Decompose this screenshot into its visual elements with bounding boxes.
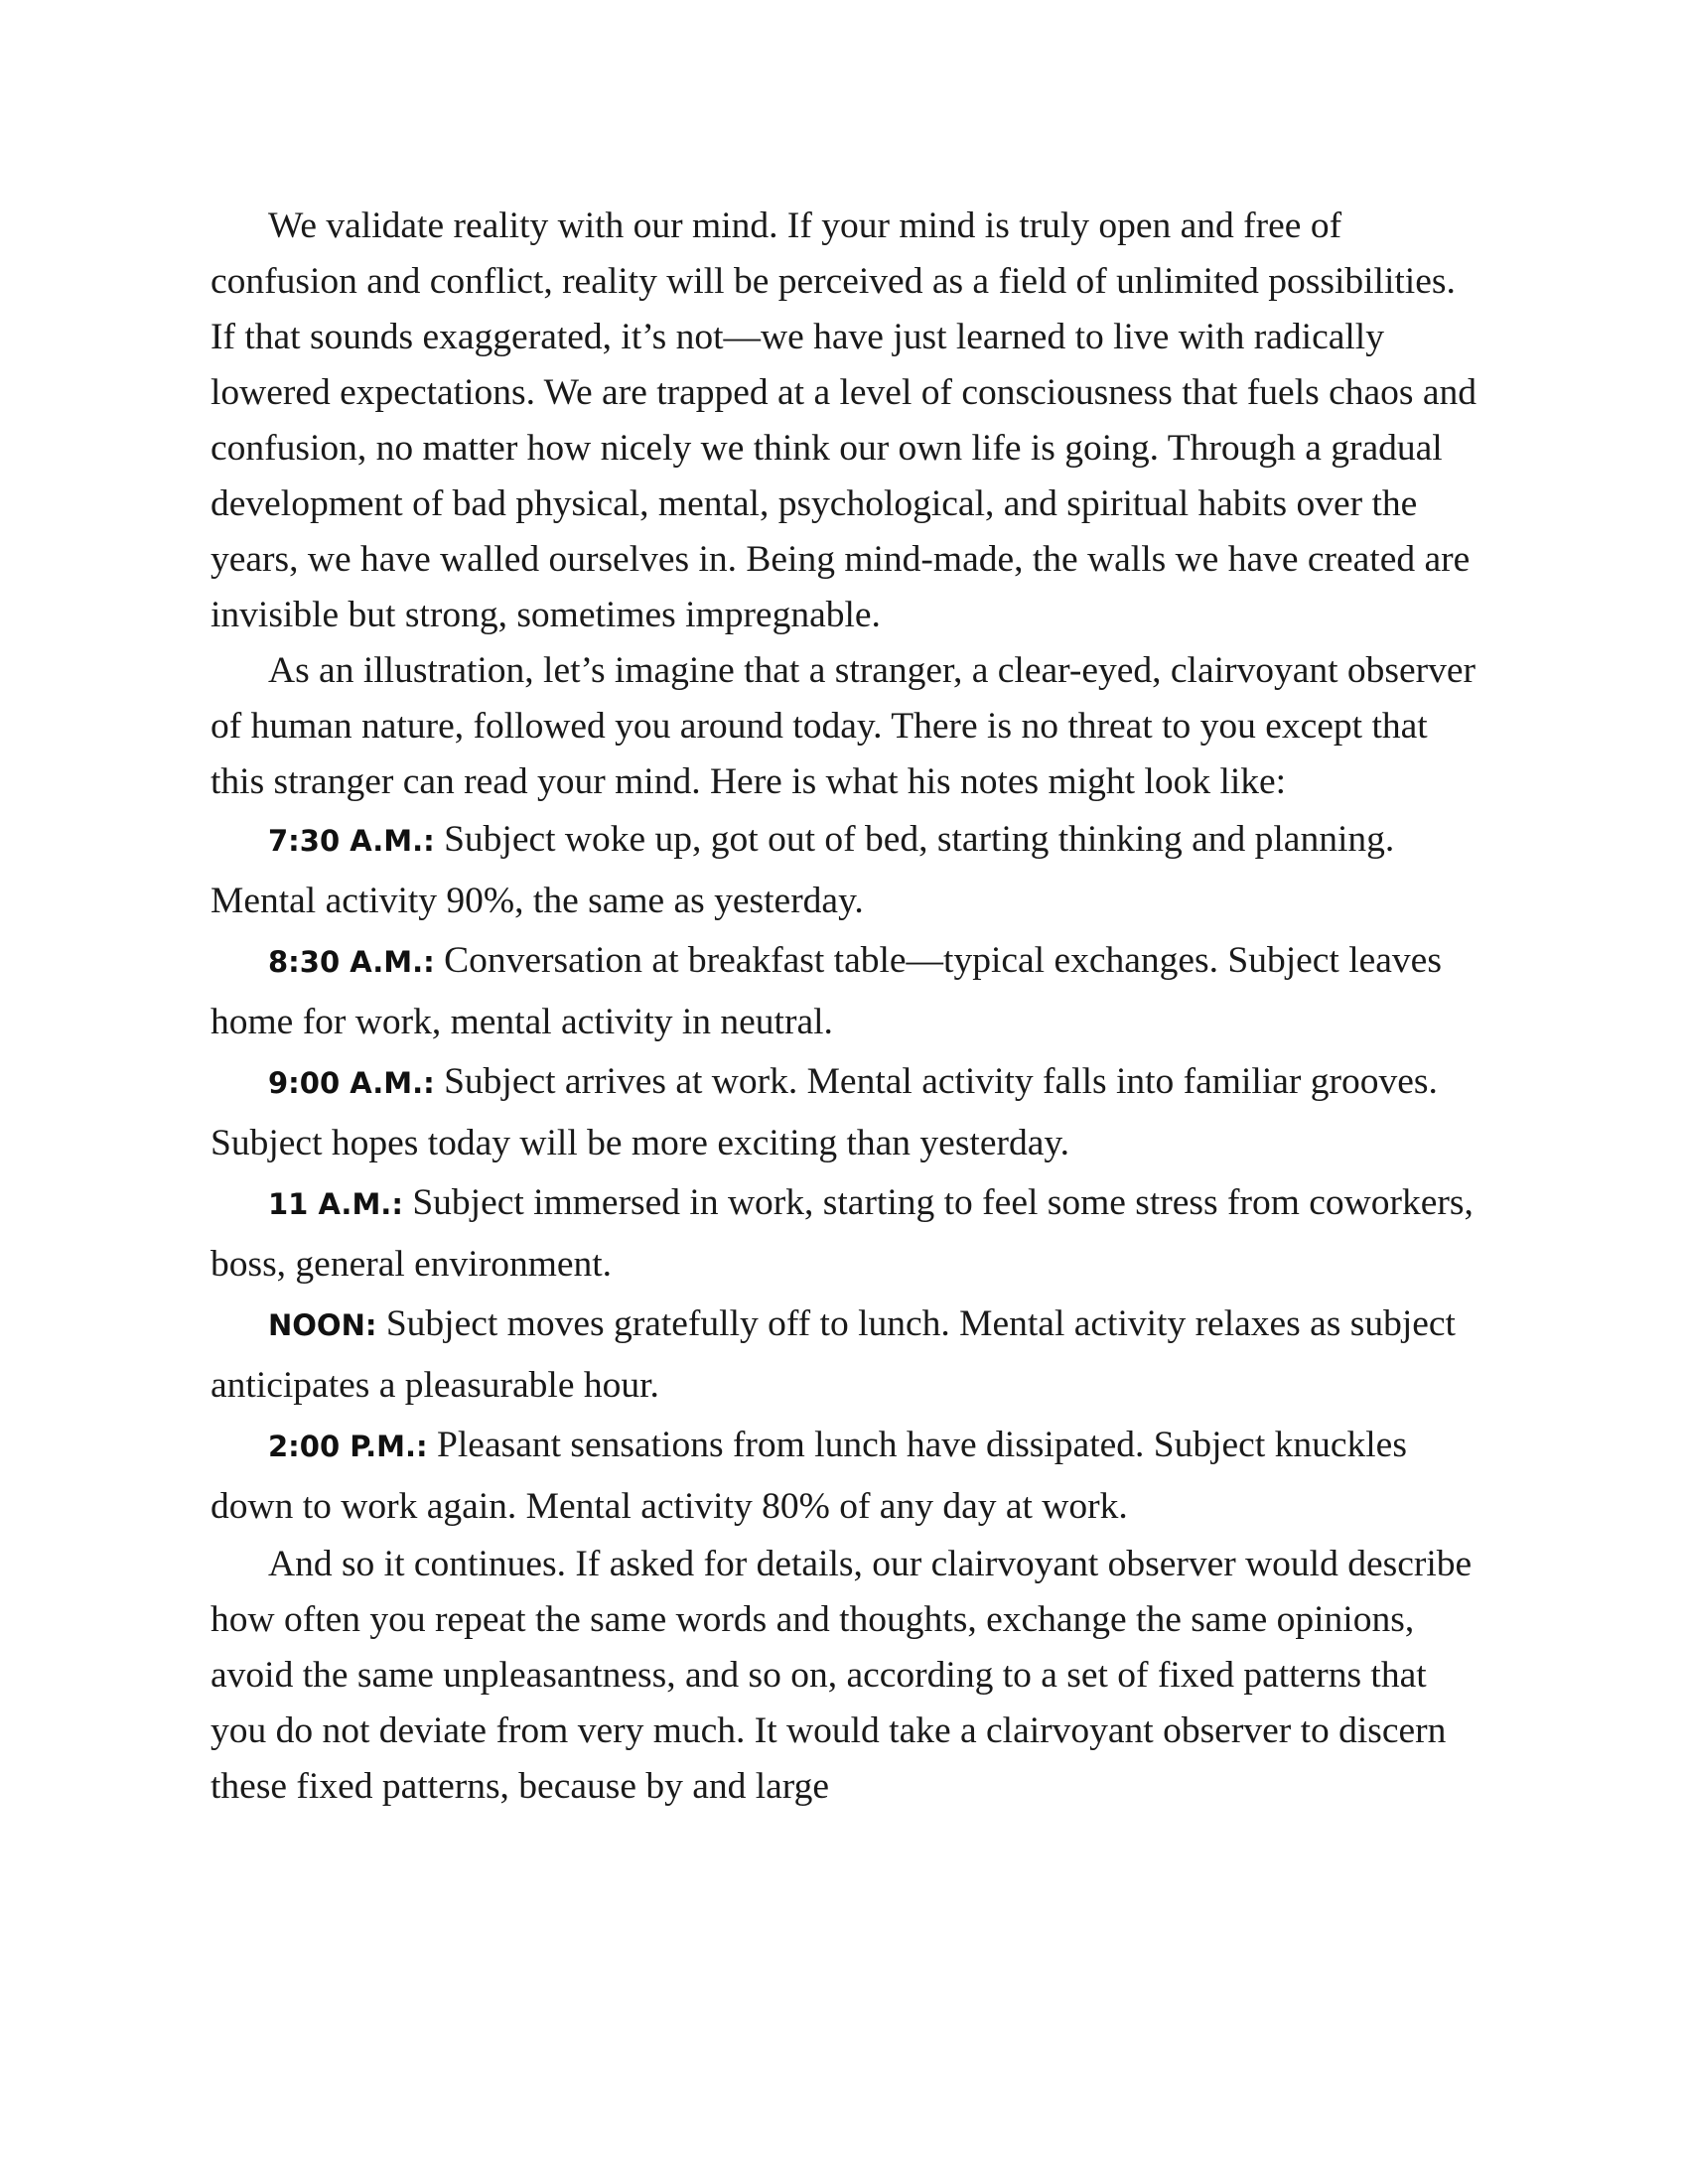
log-entry-1400 [211, 1416, 1481, 1537]
log-time-label: NOON: [268, 1308, 377, 1342]
body-text [211, 199, 1481, 1815]
paragraph-continues: And so it continues. If asked for details, our clairvoyant observer would describe how often you repeat the same words and thoughts, exchange the same opinions, avoid the same unpleasantness, and so on, according to a set of fixed patterns that you do not deviate from very much. It would take a clairvoyant observer to discern these fixed patterns, because by and large [211, 1544, 1473, 1807]
log-entry-text: Subject woke up, got out of bed, starting thinking and planning. Mental activity 90%, the same as yesterday. [211, 819, 1395, 921]
log-entry-0730 [211, 810, 1481, 931]
paragraph-illustration: As an illustration, let’s imagine that a stranger, a clear-eyed, clairvoyant observer of human nature, followed you around today. There is no threat to you except that this stranger can read your mind. Here is what his notes might look like: [211, 650, 1477, 802]
log-entry-0830 [211, 931, 1481, 1052]
log-time-label: 11 A.M.: [268, 1187, 403, 1221]
log-entry-text: Subject arrives at work. Mental activity falls into familiar grooves. Subject hopes today will be more exciting than yesterday. [211, 1061, 1438, 1163]
log-entry-text: Pleasant sensations from lunch have dissipated. Subject knuckles down to work again. Mental activity 80% of any day at work. [211, 1425, 1407, 1527]
log-entry-noon [211, 1295, 1481, 1416]
log-entry-1100 [211, 1173, 1481, 1295]
paragraph-reality: We validate reality with our mind. If your mind is truly open and free of confusion and conflict, reality will be perceived as a field of unlimited possibilities. If that sounds exaggerated, it’s not—we have just learned to live with radically lowered expectations. We are trapped at a level of consciousness that fuels chaos and confusion, no matter how nicely we think our own life is going. Through a gradual development of bad physical, mental, psychological, and spiritual habits over the years, we have walled ourselves in. Being mind-made, the walls we have created are invisible but strong, sometimes impregnable. [211, 205, 1477, 635]
log-time-label: 8:30 A.M.: [268, 945, 435, 979]
log-entry-text: Subject moves gratefully off to lunch. Mental activity relaxes as subject anticipates a pleasurable hour. [211, 1303, 1456, 1406]
log-time-label: 2:00 P.M.: [268, 1430, 428, 1463]
log-time-label: 7:30 A.M.: [268, 824, 435, 858]
log-time-label: 9:00 A.M.: [268, 1066, 435, 1100]
log-entry-text: Subject immersed in work, starting to feel some stress from coworkers, boss, general environment. [211, 1182, 1474, 1285]
log-entry-text: Conversation at breakfast table—typical exchanges. Subject leaves home for work, mental activity in neutral. [211, 940, 1442, 1042]
log-entry-0900 [211, 1052, 1481, 1173]
